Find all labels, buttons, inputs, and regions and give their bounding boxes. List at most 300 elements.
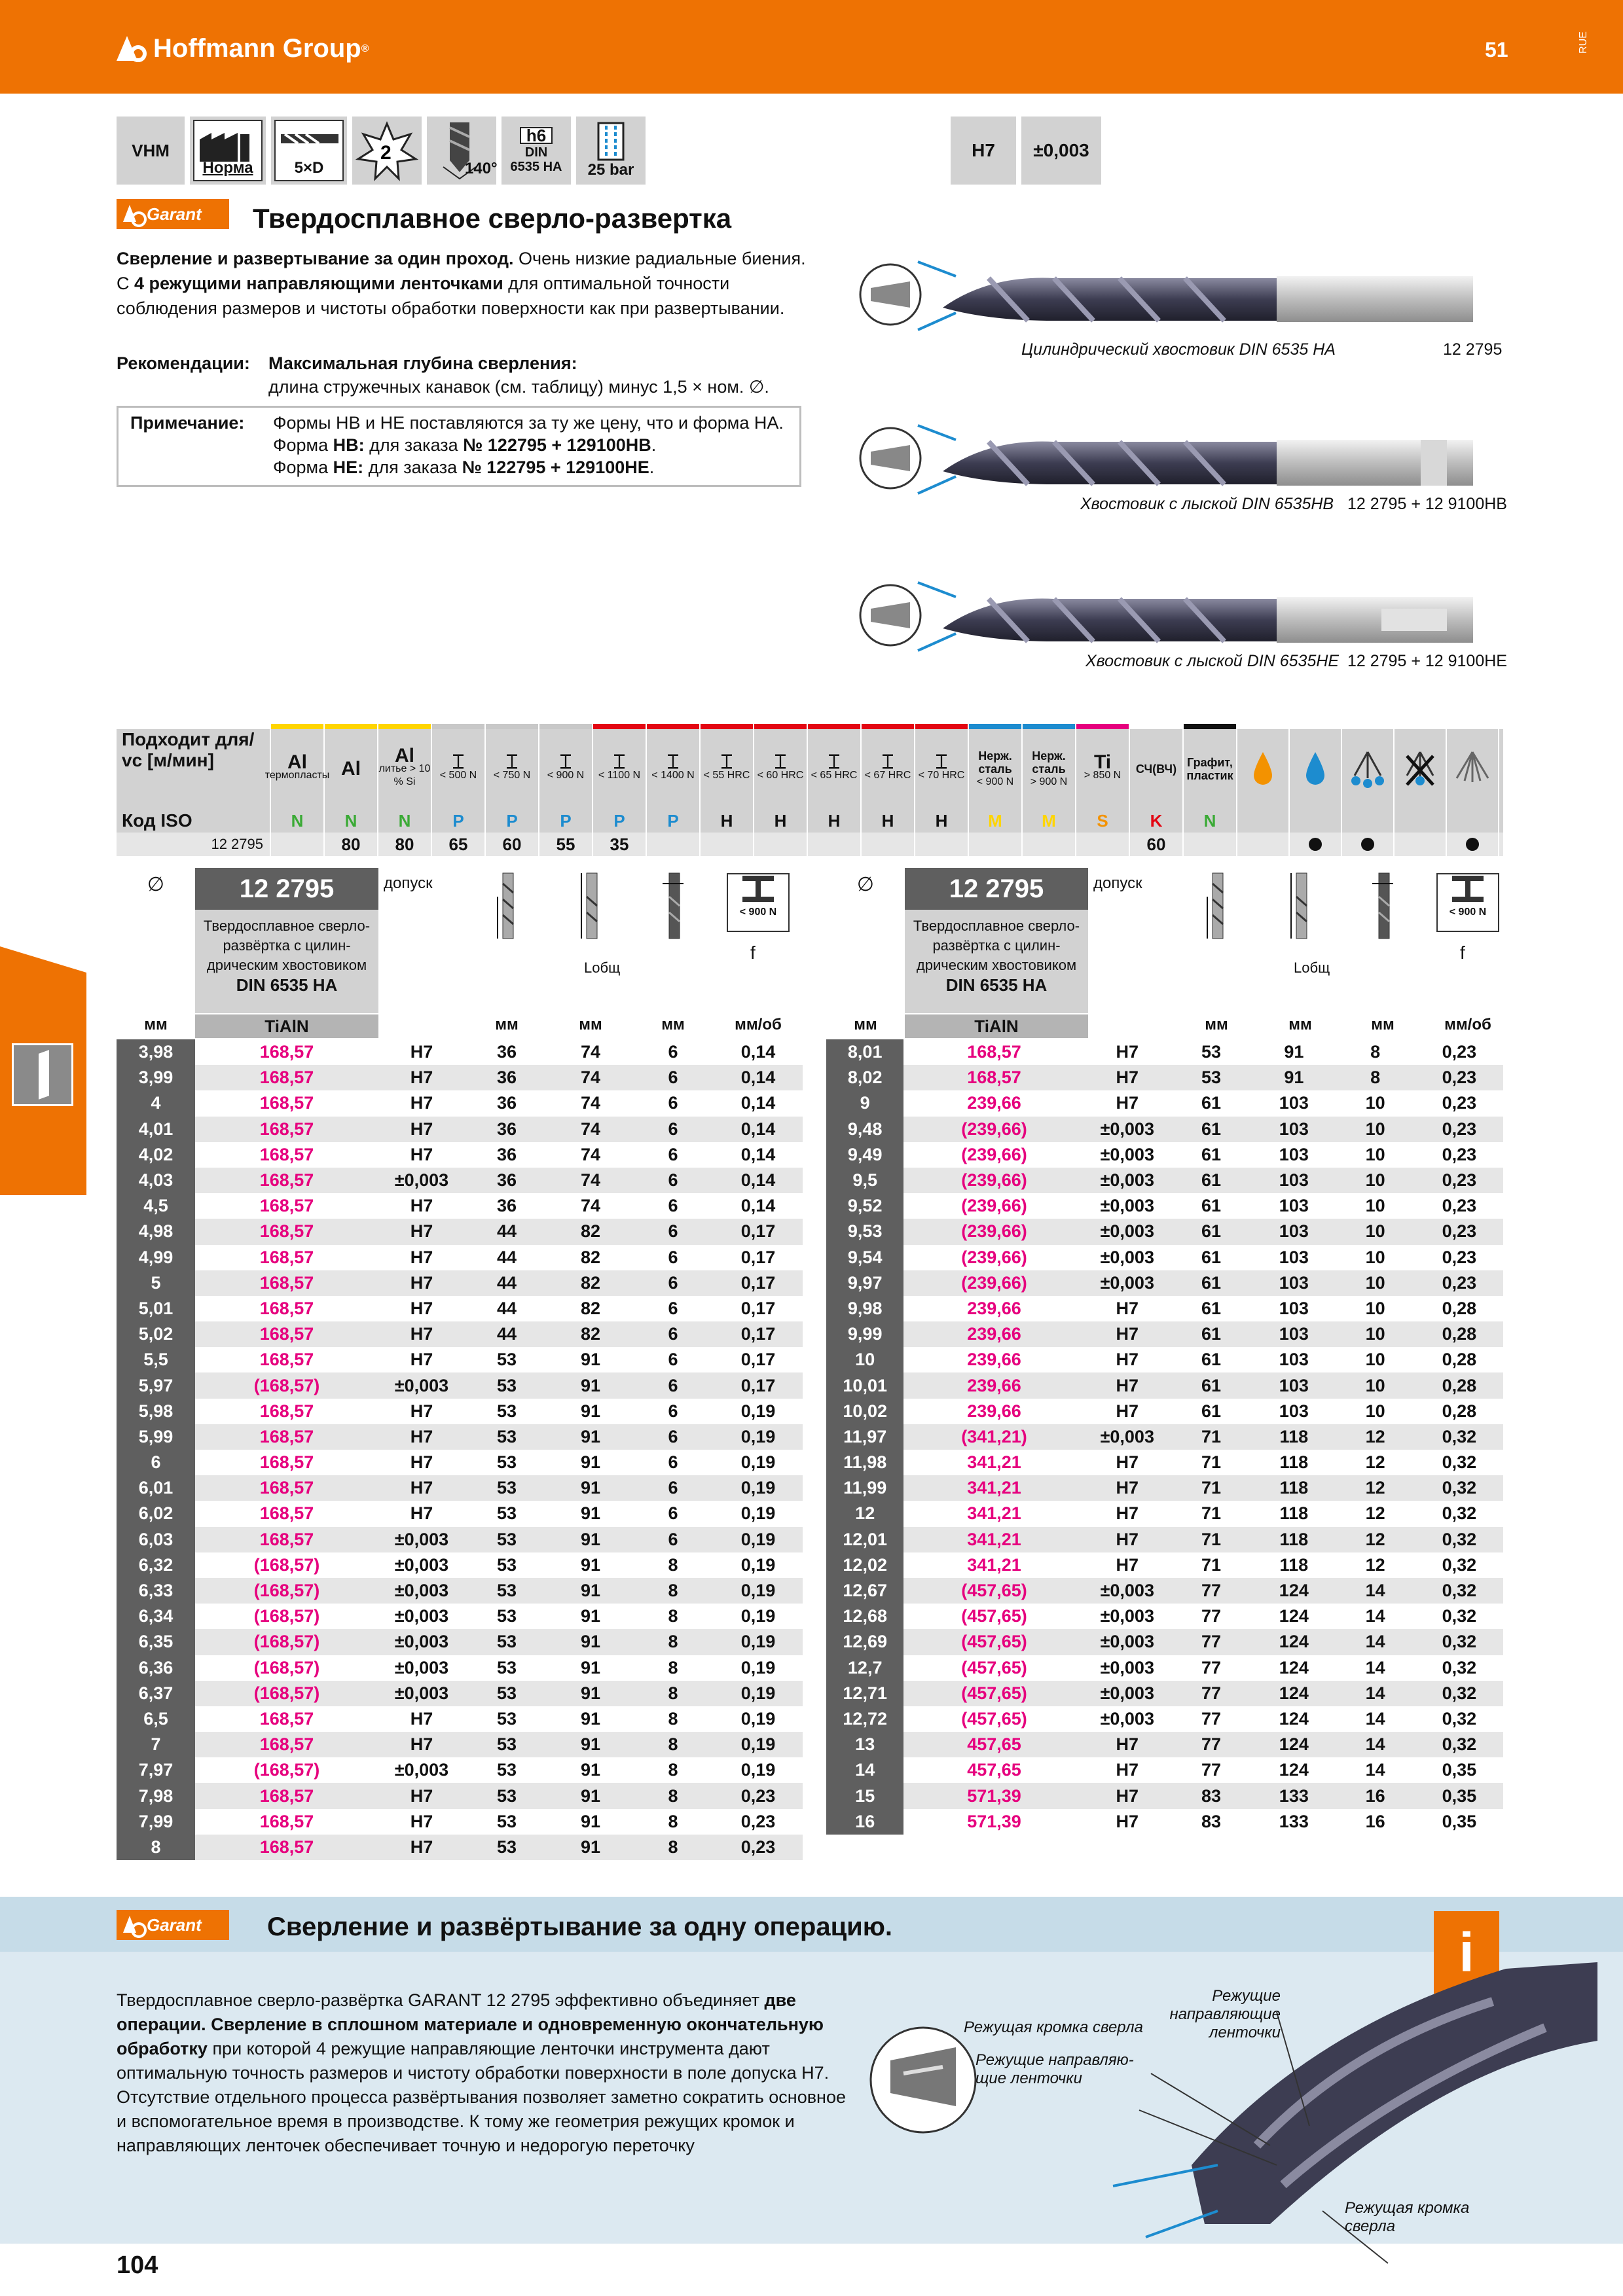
material-column	[862, 729, 915, 809]
row-diameter: 8,02	[826, 1065, 903, 1090]
row-feed: 0,23	[1415, 1117, 1503, 1142]
article-head: 12 2795	[195, 868, 378, 910]
material-icon	[727, 873, 790, 932]
row-feed: 0,23	[1442, 1196, 1477, 1216]
row-flute-length: 36	[496, 1196, 517, 1216]
table-row	[117, 1372, 803, 1398]
row-tolerance: ±0,003	[378, 1168, 465, 1193]
internal-coolant-icon	[588, 122, 634, 161]
row-feed: 0,23	[714, 1835, 803, 1860]
row-tolerance: H7	[1085, 1732, 1170, 1757]
table-row	[826, 1296, 1503, 1321]
row-tolerance: H7	[378, 1424, 465, 1450]
table-row	[117, 1296, 803, 1321]
row-overall-length: 124	[1252, 1629, 1335, 1655]
badge-shank: h6 DIN 6535 HA	[501, 117, 571, 185]
section-tab[interactable]	[0, 946, 86, 1195]
row-feed: 0,14	[740, 1042, 776, 1062]
desc-text: Твердосплавное сверло-развёртка с цилин-дрическим хвостовиком	[203, 918, 371, 973]
row-tolerance: ±0,003	[394, 1606, 449, 1626]
row-price: 168,57	[195, 1835, 378, 1860]
row-feed: 0,28	[1442, 1401, 1477, 1421]
row-shank-diameter: 10	[1335, 1321, 1415, 1347]
row-diameter: 6,03	[117, 1527, 195, 1552]
material-column	[593, 729, 647, 809]
row-overall-length: 82	[549, 1270, 632, 1296]
shank-diameter-icon	[1370, 870, 1396, 952]
row-overall-length: 82	[549, 1321, 632, 1347]
row-tolerance: H7	[1116, 1093, 1139, 1113]
table-row	[826, 1347, 1503, 1372]
row-shank-diameter: 10	[1335, 1270, 1415, 1296]
row-price: 168,57	[259, 1196, 314, 1216]
row-shank-diameter: 14	[1335, 1681, 1415, 1706]
row-diameter: 15	[826, 1783, 903, 1808]
row-feed: 0,23	[740, 1811, 776, 1831]
material-column	[432, 729, 486, 809]
row-diameter: 5,5	[117, 1347, 195, 1372]
row-overall-length: 74	[580, 1144, 601, 1164]
tolerance-head: допуск	[1093, 874, 1142, 892]
table-row	[117, 1399, 803, 1424]
row-overall-length: 103	[1252, 1372, 1335, 1398]
row-price: (168,57)	[195, 1629, 378, 1655]
row-feed: 0,19	[714, 1475, 803, 1501]
row-feed: 0,32	[1415, 1424, 1503, 1450]
row-price: 239,66	[903, 1321, 1084, 1347]
flute-length-icon	[494, 870, 520, 952]
row-feed: 0,14	[740, 1196, 776, 1216]
row-feed: 0,23	[1442, 1144, 1477, 1164]
compat-label	[117, 729, 271, 809]
material-strength: < 60 HRC	[757, 770, 804, 781]
table-row	[117, 1578, 803, 1604]
material-name: Графит, пластик	[1186, 756, 1233, 782]
row-flute-length: 77	[1201, 1708, 1222, 1729]
row-price: 168,57	[195, 1321, 378, 1347]
unit-mm: мм	[495, 1016, 519, 1033]
material-column	[486, 729, 539, 809]
row-flute-length: 61	[1201, 1350, 1222, 1370]
row-diameter: 12	[826, 1501, 903, 1526]
table-row	[826, 1039, 1503, 1065]
row-price: 168,57	[259, 1144, 314, 1164]
row-overall-length: 74	[580, 1093, 601, 1113]
row-diameter: 5,98	[117, 1399, 195, 1424]
table-row	[117, 1117, 803, 1142]
row-shank-diameter: 8	[632, 1629, 714, 1655]
row-flute-length: 71	[1170, 1527, 1252, 1552]
row-tolerance: H7	[410, 1144, 433, 1164]
cutting-speed	[1184, 833, 1237, 856]
diameter-head: ∅	[147, 874, 165, 895]
row-flute-length: 53	[465, 1681, 549, 1706]
row-shank-diameter: 6	[668, 1247, 678, 1267]
row-shank-diameter: 10	[1365, 1093, 1385, 1113]
row-overall-length: 91	[549, 1629, 632, 1655]
row-feed: 0,28	[1415, 1372, 1503, 1398]
row-flute-length: 61	[1170, 1117, 1252, 1142]
tool-ha	[860, 262, 1473, 330]
row-price: (239,66)	[961, 1247, 1027, 1267]
table-row	[826, 1424, 1503, 1450]
row-shank-diameter: 6	[632, 1117, 714, 1142]
row-shank-diameter: 6	[668, 1503, 678, 1524]
row-flute-length: 53	[465, 1783, 549, 1808]
row-price: 168,57	[195, 1783, 378, 1808]
row-flute-length: 44	[496, 1247, 517, 1267]
compat-label-1: Подходит для/	[122, 729, 255, 749]
row-shank-diameter: 12	[1335, 1527, 1415, 1552]
row-diameter: 4,98	[117, 1219, 195, 1244]
row-shank-diameter: 8	[668, 1554, 678, 1575]
iso-code: P	[432, 809, 486, 833]
row-diameter: 7,99	[117, 1809, 195, 1835]
iso-code: N	[271, 809, 325, 833]
row-feed: 0,19	[740, 1708, 776, 1729]
compat-color-bar	[432, 724, 486, 729]
row-feed: 0,28	[1415, 1321, 1503, 1347]
row-overall-length: 118	[1252, 1424, 1335, 1450]
unit-mm: мм	[1371, 1016, 1395, 1033]
row-diameter: 9,98	[826, 1296, 903, 1321]
row-diameter: 6,34	[117, 1604, 195, 1629]
brand-logo[interactable]	[117, 34, 369, 63]
cooling-dot	[1237, 833, 1290, 856]
mql-icon	[1342, 729, 1395, 809]
row-diameter: 6,5	[117, 1706, 195, 1732]
row-tolerance: ±0,003	[1100, 1247, 1154, 1267]
article-head: 12 2795	[905, 868, 1088, 910]
row-price: 168,57	[195, 1732, 378, 1757]
table-row	[826, 1475, 1503, 1501]
material-strength: < 1100 N	[598, 770, 641, 781]
row-tolerance: H7	[378, 1065, 465, 1090]
row-shank-diameter: 6	[668, 1298, 678, 1318]
compat-label-2: vc [м/мин]	[122, 750, 214, 770]
row-shank-diameter: 8	[632, 1732, 714, 1757]
row-price: 168,57	[259, 1298, 314, 1318]
material-strength: < 900 N	[976, 776, 1014, 787]
factory-icon: Норма	[193, 120, 263, 181]
table-row	[117, 1065, 803, 1090]
row-shank-diameter: 6	[668, 1042, 678, 1062]
table-row	[117, 1039, 803, 1065]
row-shank-diameter: 6	[632, 1219, 714, 1244]
din-text: DIN 6535 HA	[945, 975, 1048, 995]
table-row	[117, 1706, 803, 1732]
material-strength: < 900 N	[1449, 906, 1487, 918]
row-flute-length: 36	[465, 1065, 549, 1090]
row-tolerance: H7	[410, 1042, 433, 1062]
row-overall-length: 124	[1279, 1708, 1309, 1729]
row-diameter: 6,33	[117, 1578, 195, 1604]
row-flute-length: 53	[465, 1732, 549, 1757]
badge-norm	[190, 117, 266, 185]
table-row	[826, 1578, 1503, 1604]
row-flute-length: 61	[1170, 1270, 1252, 1296]
row-diameter: 6,37	[117, 1681, 195, 1706]
iso-code: P	[539, 809, 593, 833]
row-tolerance: ±0,003	[378, 1527, 465, 1552]
row-tolerance: ±0,003	[394, 1554, 449, 1575]
row-flute-length: 71	[1170, 1424, 1252, 1450]
row-feed: 0,32	[1415, 1527, 1503, 1552]
row-shank-diameter: 6	[632, 1372, 714, 1398]
row-price: 168,57	[903, 1065, 1084, 1090]
material-name: ⌶	[882, 751, 894, 773]
table-header	[826, 868, 1503, 1039]
table-row	[826, 1783, 1503, 1808]
row-tolerance: H7	[1085, 1475, 1170, 1501]
row-overall-length: 124	[1279, 1657, 1309, 1677]
table-row	[826, 1193, 1503, 1219]
compat-bar-spacer	[117, 724, 271, 729]
row-price: (168,57)	[195, 1372, 378, 1398]
cutting-speed	[969, 833, 1023, 856]
row-tolerance: H7	[1116, 1811, 1139, 1831]
row-flute-length: 53	[1170, 1065, 1252, 1090]
row-diameter: 8,01	[826, 1039, 903, 1065]
row-shank-diameter: 10	[1335, 1372, 1415, 1398]
overall-length-label: Lобщ	[584, 960, 621, 976]
row-feed: 0,19	[714, 1681, 803, 1706]
row-feed: 0,32	[1442, 1657, 1477, 1677]
row-price: (457,65)	[961, 1606, 1027, 1626]
row-shank-diameter: 6	[632, 1321, 714, 1347]
row-flute-length: 53	[496, 1503, 517, 1524]
intro-text: Сверление и развертывание за один проход. Очень низкие радиальные биения. С 4 режущими направляющими ленточками для оптимальной точности соблюдения размеров и чистоты обработки поверхности как при развертывании.	[117, 249, 806, 318]
row-overall-length: 124	[1252, 1732, 1335, 1757]
row-feed: 0,17	[714, 1270, 803, 1296]
table-row	[117, 1757, 803, 1783]
label-cutting-edge-2: Режущая кромка сверла	[1345, 2199, 1470, 2235]
row-overall-length: 91	[549, 1835, 632, 1860]
table-row	[826, 1117, 1503, 1142]
row-overall-length: 124	[1279, 1606, 1309, 1626]
row-overall-length: 91	[549, 1424, 632, 1450]
cutting-speed	[862, 833, 915, 856]
cutting-speed	[271, 833, 325, 856]
row-overall-length: 74	[549, 1065, 632, 1090]
row-feed: 0,32	[1415, 1475, 1503, 1501]
row-price: 168,57	[195, 1219, 378, 1244]
coating-head: TiAlN	[905, 1014, 1088, 1038]
row-shank-diameter: 14	[1365, 1657, 1385, 1677]
row-overall-length: 91	[1284, 1042, 1304, 1062]
row-tolerance: H7	[378, 1475, 465, 1501]
row-price: 168,57	[195, 1168, 378, 1193]
table-row	[117, 1809, 803, 1835]
row-feed: 0,17	[740, 1350, 776, 1370]
row-tolerance: H7	[410, 1350, 433, 1370]
row-shank-diameter: 6	[632, 1424, 714, 1450]
row-flute-length: 71	[1201, 1554, 1222, 1575]
row-feed: 0,23	[1442, 1247, 1477, 1267]
material-name: ⌶	[506, 751, 518, 773]
row-feed: 0,32	[1415, 1578, 1503, 1604]
iso-code: P	[593, 809, 647, 833]
cooling-dot	[1290, 833, 1342, 856]
material-column	[264, 729, 330, 809]
table-row	[117, 1552, 803, 1578]
row-price: (168,57)	[253, 1606, 320, 1626]
cutting-speed: 80	[325, 833, 378, 856]
material-strength: < 65 HRC	[811, 770, 858, 781]
row-shank-diameter: 6	[668, 1196, 678, 1216]
row-shank-diameter: 8	[668, 1760, 678, 1780]
material-strength: < 500 N	[439, 770, 477, 781]
table-row	[117, 1783, 803, 1808]
table-row	[117, 1732, 803, 1757]
row-shank-diameter: 12	[1365, 1503, 1385, 1524]
compat-color-bar	[701, 724, 754, 729]
iso-code: M	[1023, 809, 1076, 833]
image-number: 12 2795 + 12 9100HB	[1347, 495, 1507, 513]
cutting-speed: 60	[1130, 833, 1184, 856]
row-tolerance: H7	[1116, 1042, 1139, 1062]
row-tolerance: H7	[1085, 1321, 1170, 1347]
row-shank-diameter: 12	[1365, 1554, 1385, 1575]
cooling-bar	[1290, 724, 1342, 729]
row-tolerance: H7	[1085, 1372, 1170, 1398]
row-overall-length: 103	[1279, 1144, 1309, 1164]
row-overall-length: 91	[580, 1452, 601, 1473]
row-feed: 0,17	[740, 1247, 776, 1267]
row-diameter: 6,32	[117, 1552, 195, 1578]
table-row	[117, 1501, 803, 1526]
table-row	[826, 1219, 1503, 1244]
image-number: 12 2795 + 12 9100HE	[1347, 652, 1507, 670]
row-tolerance: H7	[1116, 1760, 1139, 1780]
iso-code: M	[969, 809, 1023, 833]
row-feed: 0,19	[714, 1527, 803, 1552]
row-price: 457,65	[967, 1760, 1021, 1780]
cutting-speed	[808, 833, 862, 856]
iso-code: N	[1184, 809, 1237, 833]
compat-color-bar	[808, 724, 862, 729]
compat-color-bar	[1130, 724, 1184, 729]
row-tolerance: H7	[1116, 1298, 1139, 1318]
row-flute-length: 53	[465, 1578, 549, 1604]
row-price: 239,66	[967, 1350, 1021, 1370]
row-tolerance: ±0,003	[1085, 1168, 1170, 1193]
iso-code: P	[486, 809, 539, 833]
material-name: Ti	[1093, 751, 1112, 773]
material-column	[1023, 729, 1076, 809]
cutting-speed: 35	[593, 833, 647, 856]
table-row	[117, 1835, 803, 1860]
row-feed: 0,17	[714, 1321, 803, 1347]
table-body	[117, 1039, 803, 1860]
row-overall-length: 74	[580, 1042, 601, 1062]
table-row	[117, 1604, 803, 1629]
table-header	[117, 868, 803, 1039]
table-row	[117, 1527, 803, 1552]
recommendations: Рекомендации: Максимальная глубина сверления: длина стружечных канавок (см. таблицу) минус 1,5 × ном. ∅.	[117, 353, 769, 397]
material-name: ⌶	[613, 751, 625, 773]
row-flute-length: 61	[1201, 1298, 1222, 1318]
unit-feed: мм/об	[735, 1016, 782, 1033]
row-overall-length: 103	[1252, 1117, 1335, 1142]
image-number: 12 2795	[1443, 340, 1503, 359]
label-guide-lands-2: Режущие направляющие ленточки	[1169, 1987, 1281, 2041]
row-shank-diameter: 8	[632, 1835, 714, 1860]
row-shank-diameter: 12	[1335, 1424, 1415, 1450]
garant-logo: Garant	[117, 199, 229, 229]
row-feed: 0,19	[740, 1503, 776, 1524]
table-row	[826, 1681, 1503, 1706]
image-caption: Хвостовик с лыской DIN 6535HB	[1080, 495, 1334, 513]
iso-code: H	[915, 809, 969, 833]
row-flute-length: 53	[465, 1372, 549, 1398]
material-column	[754, 729, 808, 809]
row-diameter: 5,97	[117, 1372, 195, 1398]
feed-symbol: f	[750, 942, 756, 963]
garant-mark-icon	[123, 1916, 143, 1934]
row-price: 168,57	[259, 1452, 314, 1473]
shank-diameter-icon	[660, 870, 686, 952]
material-column	[1184, 729, 1237, 809]
row-flute-length: 61	[1170, 1372, 1252, 1398]
row-overall-length: 103	[1279, 1247, 1309, 1267]
row-flute-length: 53	[1201, 1042, 1222, 1062]
row-feed: 0,28	[1442, 1298, 1477, 1318]
article-description	[905, 910, 1088, 1013]
compat-color-bar	[969, 724, 1023, 729]
cutting-speed: 80	[378, 833, 432, 856]
row-shank-diameter: 12	[1365, 1452, 1385, 1473]
brand-name: Hoffmann Group	[153, 34, 361, 63]
compat-color-bar	[539, 724, 593, 729]
row-flute-length: 77	[1201, 1760, 1222, 1780]
page-number: 51	[1485, 38, 1508, 62]
row-diameter: 12,68	[826, 1604, 903, 1629]
row-tolerance: H7	[1085, 1065, 1170, 1090]
row-overall-length: 103	[1252, 1321, 1335, 1347]
row-diameter: 12,67	[826, 1578, 903, 1604]
row-tolerance: H7	[1085, 1527, 1170, 1552]
row-feed: 0,32	[1442, 1708, 1477, 1729]
row-tolerance: H7	[378, 1321, 465, 1347]
compat-color-bar	[1184, 724, 1237, 729]
row-flute-length: 77	[1170, 1681, 1252, 1706]
material-name: Нерж. сталь	[1032, 749, 1066, 776]
compat-color-bar	[325, 724, 378, 729]
row-feed: 0,35	[1442, 1811, 1477, 1831]
row-flute-length: 53	[496, 1606, 517, 1626]
row-diameter: 6	[117, 1450, 195, 1475]
cooling-iso-spacer	[1395, 809, 1447, 833]
row-feed: 0,28	[1442, 1350, 1477, 1370]
table-row	[117, 1475, 803, 1501]
material-column	[378, 729, 432, 809]
row-flute-length: 36	[465, 1168, 549, 1193]
row-feed: 0,23	[1415, 1065, 1503, 1090]
row-shank-diameter: 14	[1365, 1606, 1385, 1626]
dry-icon	[1237, 729, 1290, 809]
row-flute-length: 61	[1170, 1168, 1252, 1193]
row-feed: 0,32	[1442, 1503, 1477, 1524]
row-diameter: 6,02	[117, 1501, 195, 1526]
desc-text: Твердосплавное сверло-развёртка с цилин-дрическим хвостовиком	[913, 918, 1080, 973]
row-shank-diameter: 8	[668, 1708, 678, 1729]
row-overall-length: 91	[549, 1732, 632, 1757]
footer-page-number: 104	[117, 2251, 158, 2279]
row-tolerance: ±0,003	[378, 1578, 465, 1604]
material-column	[969, 729, 1023, 809]
row-flute-length: 71	[1201, 1452, 1222, 1473]
